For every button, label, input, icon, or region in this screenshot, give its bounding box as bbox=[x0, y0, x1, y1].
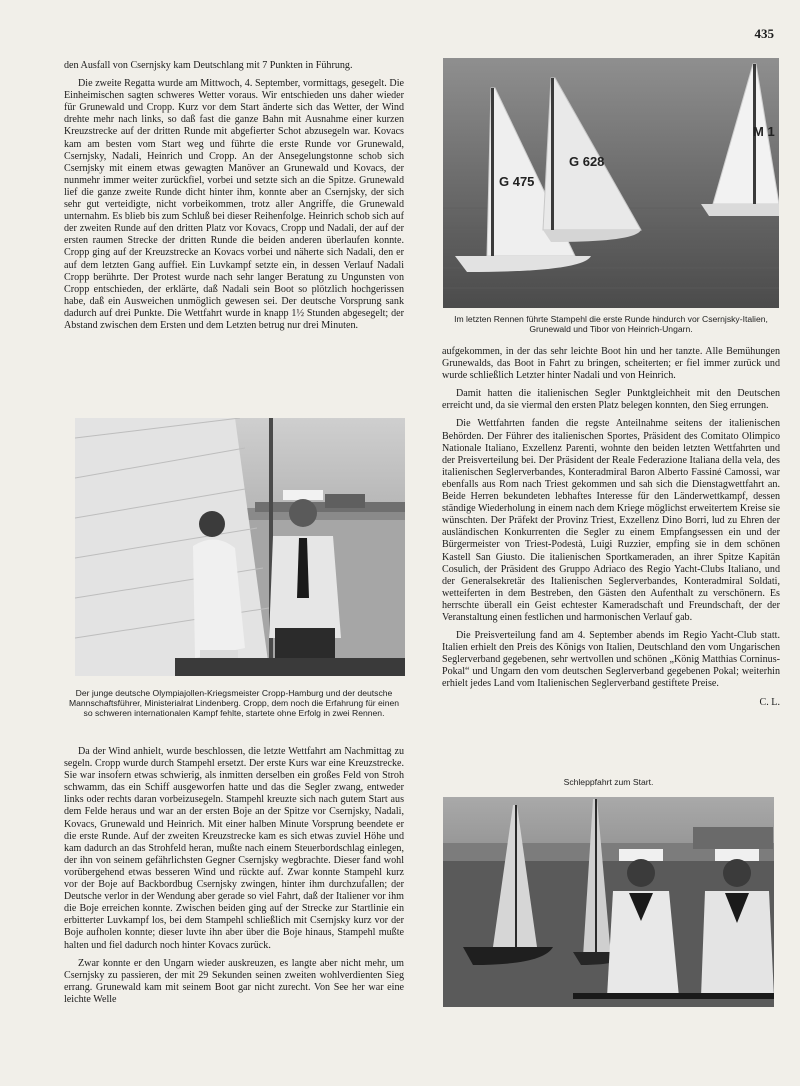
sail-number: G 628 bbox=[569, 154, 605, 169]
photo-towing-illustration bbox=[443, 797, 774, 1007]
paragraph: aufgekommen, in der das sehr leichte Boot hin und her tanzte. Alle Bemühungen Grunewalds, das Boot in Fahrt zu bringen, scheiterten; er fiel immer zurück und wurde schließlich Letzter hinter Nadali und von Heinrich. bbox=[442, 346, 780, 382]
photo-sailboats-race bbox=[443, 58, 779, 308]
photo-sailboats-caption: Im letzten Rennen führte Stampehl die erste Runde hindurch vor Csernjsky-Italien, Grunewald und Tibor von Heinrich-Ungarn. bbox=[454, 314, 768, 335]
photo-sailboats-illustration bbox=[443, 58, 779, 308]
paragraph: Zwar konnte er den Ungarn wieder auskreuzen, es langte aber nicht mehr, um Csernjsky zu passieren, der mit 29 Sekunden seinen zweiten wohlverdienten Sieg errang. Grunewald kam mit seinem Boot gar nicht zurecht. Von See her war eine leichte Welle bbox=[64, 957, 404, 1005]
author-signature: C. L. bbox=[759, 696, 780, 708]
photo-cropp-lindenberg-illustration bbox=[75, 418, 405, 676]
sail-number: M 1 bbox=[753, 124, 775, 139]
paragraph: Da der Wind anhielt, wurde beschlossen, die letzte Wettfahrt am Nachmittag zu segeln. Cropp wurde durch Stampehl ersetzt. Der erste Kurs war eine Kreuzstrecke. Sie war insofern etwas schwierig, als inmitten derselben ein großes Feld von Stroh schwamm, das ein Schiff ausgeworfen hatte und das die Segler zwang, entweder links oder rechts daran vorbeizusegeln. Stampehl kreuzte sich nach gutem Start aus dem Felde heraus und war an der ersten Boje an der Spitze vor Csernjsky, Nadali, Kovacs, Grunewald und Heinrich. Mit einer halben Minute Vorsprung beendete er die erste Runde. Auf der zweiten Kreuzstrecke kam es sich etwas zuviel Höhe und kam dadurch an das Strohfeld heran, mußte nach einem Steuerbordschlag einlegen, der ihn von seinem gefährlichsten Gegner Csernjsky wegbrachte. Dieser fand wohl vorübergehend etwas besseren Wind und rückte auf. Zwar konnte Stampehl kurz vor der Boje auf Backbordbug Csernjsky zwingen, hinter ihm durchzufallen; der Deutsche verlor in der Wendung aber gerade so viel Fahrt, daß der Italiener vor ihm die Boje erreichen konnte. Zwischen beiden ging auf der Strecke zur Startlinie ein erbitterter Luvkampf los, bei dem Stampehl schließlich mit Csernjsky kurz vor der Boje aufholen konnte; dieser luvte ihn aber über die Boje hinaus, Stampehl mußte halten und fiel dadurch noch hinter Kovacs zurück. bbox=[64, 746, 404, 951]
photo-cropp-lindenberg bbox=[75, 418, 405, 676]
sail-number: G 475 bbox=[499, 174, 535, 189]
photo-cropp-lindenberg-caption: Der junge deutsche Olympiajollen-Kriegsmeister Cropp-Hamburg und der deutsche Mannschaftsführer, Ministerialrat Lindenberg. Cropp, dem noch die Erfahrung für einen so schweren internationalen Kampf fehlte, startete ohne Erfolg in zwei Rennen. bbox=[68, 688, 400, 719]
paragraph: Die Preisverteilung fand am 4. September abends im Regio Yacht-Club statt. Italien erhielt den Preis des Königs von Italien, Deutschland den vom Ungarischen Seglerverband gegebenen, sehr wertvollen und schönen „König Matthias Corninus-Pokal“ und Ungarn den vom deutschen Seglerverband gegebenen Pokal; weiterhin erhielt jedes Land vom Italienischen Seglerverband gestiftete Preise. bbox=[442, 630, 780, 690]
paragraph: den Ausfall von Csernjsky kam Deutschlang mit 7 Punkten in Führung. bbox=[64, 60, 353, 71]
paragraph: Damit hatten die italienischen Segler Punktgleichheit mit den Deutschen erreicht und, da sie viermal den ersten Platz belegen konnten, den Sieg errungen. bbox=[442, 388, 780, 412]
left-column-bottom-text bbox=[64, 746, 404, 1012]
right-column-text bbox=[442, 346, 780, 709]
paragraph: Die zweite Regatta wurde am Mittwoch, 4. September, vormittags, gesegelt. Die Einheimischen sagten schweres Wetter voraus. Wir entschieden uns daher wieder für Grunewald und Cropp. Kurz vor dem Start änderte sich das Wetter, der Wind drehte mehr nach links, so daß fast die ganze Bahn mit Ausnahme einer kurzen Kreuzstrecke auf der dritten Runde mit abgefierter Schot abzusegeln war. Kovacs kam am besten vom Start weg und führte die erste Runde vor Grunewald, Csernjsky, Nadali, Heinrich und Cropp. An der Ansegelungstonne schob sich Csernjsky mit einem etwas gewagten Manöver an Grunewald und Kovacs, der nunmehr immer weiter zurückfiel, vorbei und setzte sich an die Spitze. Grunewald lief die ganze zweite Runde dicht hinter ihm, konnte aber an Csernjsky, der sich sehr gut verteidigte, nicht vorbeikommen, trotz aller Angriffe, die Grunewald unternahm. Es blieb bis zum Schluß bei dieser Reihenfolge. Heinrich schob sich auf der zweiten Runde auf den dritten Platz vor Kovacs, Cropp und Nadali, der auf der ersten raumen Strecke der dritten Runde die beiden anderen überlaufen konnte. Cropp ging auf der Kreuzstrecke an Kovacs vorbei und näherte sich Nadali, den er auf dem letzten Gang auffieł. Ein Luvkampf setzte ein, in dessen Verlauf Nadali Cropp berührte. Der Protest wurde nach sehr langer Beratung zu Ungunsten von Cropp entschieden, der erklärte, daß Nadali sein Boot so plötzlich hochgerissen habe, daß ein Ausweichen unmöglich gewesen sei. Der deutsche Vorsprung sank dadurch auf drei Punkte. Die Wettfahrt wurde in knapp 1½ Stunden abgesegelt; der Abstand zwischen dem Ersten und dem Letzten betrug nur drei Minuten. bbox=[64, 78, 404, 331]
photo-towing-to-start bbox=[443, 797, 774, 1007]
page-number: 435 bbox=[754, 26, 774, 41]
photo-towing-caption: Schleppfahrt zum Start. bbox=[563, 777, 654, 787]
paragraph: Die Wettfahrten fanden die regste Anteilnahme seitens der italienischen Behörden. Der Führer des italienischen Sportes, Präsident des Comitato Olimpico Nationale Italiano, Exzellenz Parenti, wohnte den beiden letzten Wettfahrten und der Preisverteilung bei. Der Präsident der Reale Federazione Italiana della vela, des italienischen Seglerverbandes, Konteradmiral Baron Alberto Fassiné Camossi, war ebenfalls aus Rom nach Triest gekommen und sah sich die Dienstagwettfahrt an. Beide Herren bekundeten lebhaftes Interesse für den Länderwettkampf, dessen ständige Wiederholung in einem nach dem Kriege möglichst erweitertem Kreise sie wünschten. Der Präfekt der Provinz Triest, Exzellenz Dino Borri, lud zu Ehren der ausländischen Konkurrenten die Segler zu einem Empfangsessen ein und der Bürgermeister von Triest-Podestà, Luigi Ruzzier, empfing sie in dem schönen Kastell San Giusto. Die italienischen Sportkameraden, an ihrer Spitze Kapitän Cosulich, der Präsident des Gruppo Adriaco des Regio Yacht-Clubs Italiano, und der Generalsekretär des Italienischen Seglerverbandes, Konteradmiral Soldati, wetteiferten in dem Bestreben, den Gästen den Aufenthalt zu verschönern. Es herrschte überall ein Geist echtester Kameradschaft und Freundschaft, der der Veranstaltung einen festlichen und harmonischen Verlauf gab. bbox=[442, 418, 780, 623]
left-column-top-text bbox=[64, 60, 404, 338]
